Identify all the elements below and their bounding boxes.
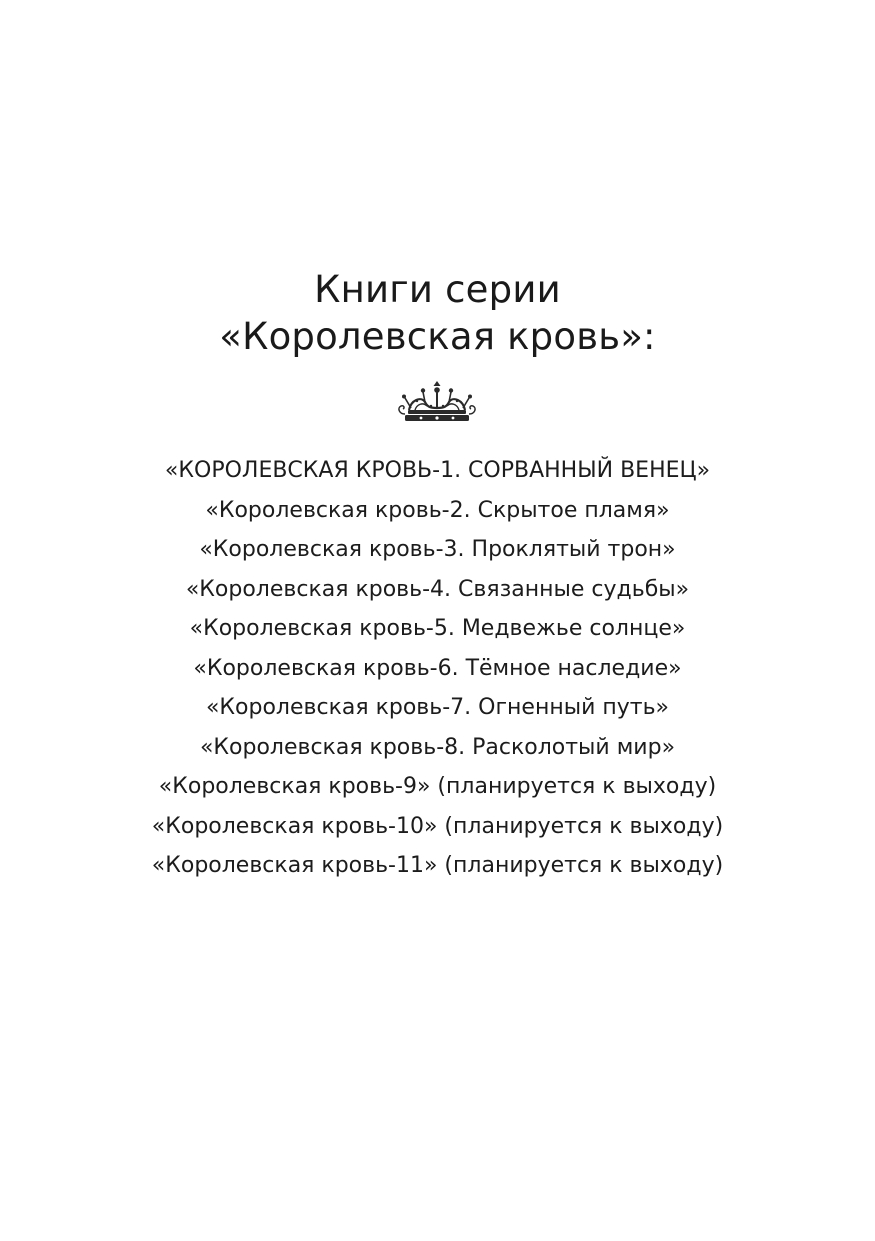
list-item: «Королевская кровь-11» (планируется к выходу)	[151, 853, 724, 878]
heading-line-2: «Королевская кровь»:	[219, 315, 656, 358]
list-item: «Королевская кровь-4. Связанные судьбы»	[185, 576, 690, 602]
list-item: «Королевская кровь-3. Проклятый трон»	[199, 537, 676, 562]
series-heading	[0, 266, 875, 360]
list-item: «Королевская кровь-8. Расколотый мир»	[199, 734, 676, 760]
list-item: «Королевская кровь-7. Огненный путь»	[205, 695, 670, 720]
heading-line-1: Книги серии	[314, 268, 561, 311]
book-list	[0, 451, 875, 886]
list-item: «Королевская кровь-6. Тёмное наследие»	[193, 655, 682, 681]
list-item: «Королевская кровь-9» (планируется к выходу)	[158, 774, 717, 799]
crown-icon	[391, 378, 483, 426]
list-item: «Королевская кровь-5. Медвежье солнце»	[189, 616, 686, 641]
list-item: «Королевская кровь-2. Скрытое пламя»	[205, 497, 670, 523]
list-item: «Королевская кровь-10» (планируется к выходу)	[151, 813, 724, 839]
list-item: «КОРОЛЕВСКАЯ КРОВЬ-1. СОРВАННЫЙ ВЕНЕЦ»	[164, 458, 711, 483]
